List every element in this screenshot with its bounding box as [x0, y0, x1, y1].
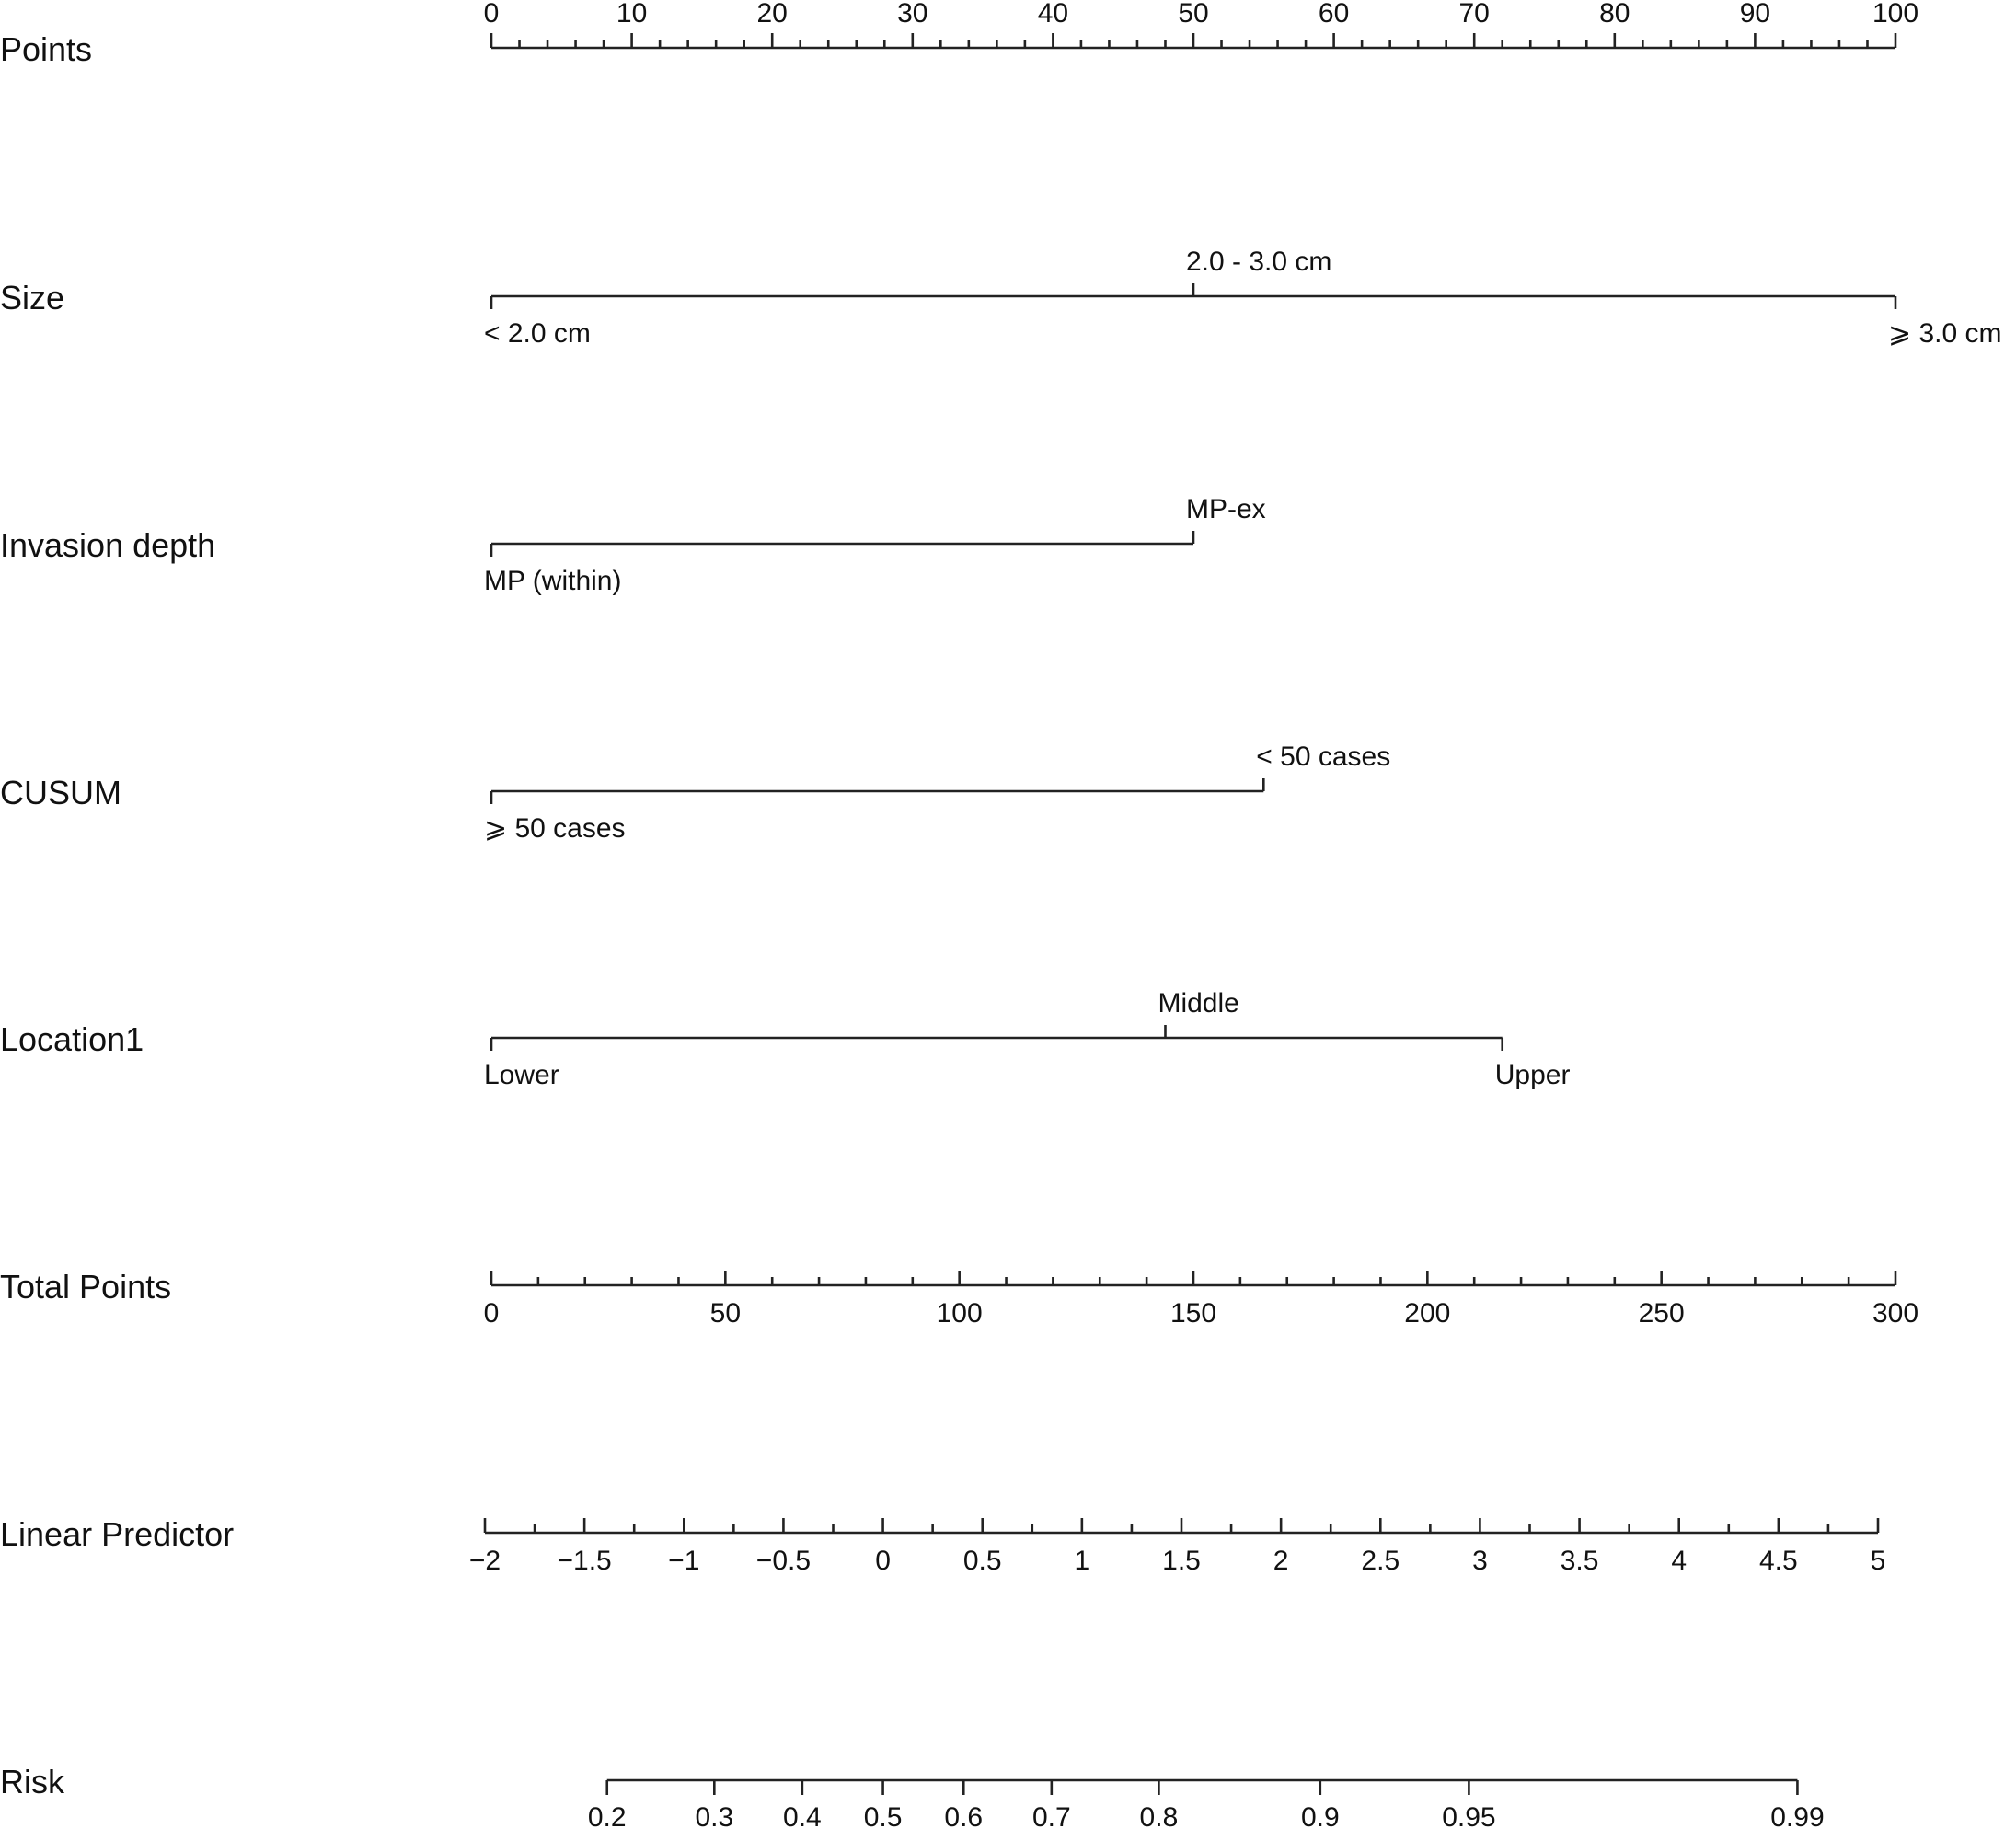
tick-label-6-5: 0.5 — [962, 1546, 1002, 1576]
row-label-0: Points — [0, 30, 93, 68]
category-label-2-1: MP-ex — [1186, 494, 1266, 524]
category-label-2-0: MP (within) — [484, 566, 622, 596]
risk-tick-label-7: 0.9 — [1300, 1802, 1340, 1829]
tick-label-5-5: 250 — [1638, 1298, 1685, 1329]
category-label-1-0: < 2.0 cm — [484, 318, 591, 349]
category-label-4-0: Lower — [484, 1060, 559, 1090]
row-label-1: Size — [0, 279, 65, 316]
category-label-4-1: Middle — [1158, 988, 1239, 1018]
row-label-4: Location1 — [0, 1020, 144, 1058]
tick-label-6-11: 3.5 — [1560, 1546, 1599, 1576]
risk-tick-label-3: 0.5 — [863, 1802, 903, 1829]
tick-label-0-7: 70 — [1458, 0, 1490, 29]
category-label-1-1: 2.0 - 3.0 cm — [1186, 247, 1332, 277]
row-label-2: Invasion depth — [0, 526, 216, 564]
tick-label-5-6: 300 — [1872, 1298, 1919, 1329]
tick-label-0-8: 80 — [1599, 0, 1630, 29]
row-label-6: Linear Predictor — [0, 1515, 235, 1553]
tick-label-0-4: 40 — [1037, 0, 1069, 29]
risk-tick-label-1: 0.3 — [695, 1802, 734, 1829]
tick-label-6-7: 1.5 — [1162, 1546, 1201, 1576]
tick-label-0-3: 30 — [897, 0, 928, 29]
risk-tick-label-2: 0.4 — [783, 1802, 822, 1829]
tick-label-6-12: 4 — [1671, 1546, 1688, 1576]
tick-label-6-2: −1 — [668, 1546, 700, 1576]
tick-label-0-10: 100 — [1872, 0, 1919, 29]
category-label-3-1: < 50 cases — [1256, 742, 1391, 772]
tick-label-6-4: 0 — [875, 1546, 891, 1576]
tick-label-0-6: 60 — [1318, 0, 1350, 29]
risk-tick-label-8: 0.95 — [1442, 1802, 1496, 1829]
tick-label-5-3: 150 — [1169, 1298, 1217, 1329]
risk-tick-label-6: 0.8 — [1139, 1802, 1179, 1829]
risk-tick-label-4: 0.6 — [944, 1802, 984, 1829]
row-label-3: CUSUM — [0, 774, 121, 811]
tick-label-6-14: 5 — [1870, 1546, 1886, 1576]
tick-label-6-1: −1.5 — [557, 1546, 612, 1576]
category-label-4-2: Upper — [1494, 1060, 1571, 1090]
category-label-3-0: ⩾ 50 cases — [484, 813, 626, 844]
tick-label-0-0: 0 — [483, 0, 500, 29]
tick-label-5-0: 0 — [483, 1298, 500, 1329]
risk-tick-label-5: 0.7 — [1031, 1802, 1071, 1829]
tick-label-6-9: 2.5 — [1361, 1546, 1400, 1576]
category-label-1-2: ⩾ 3.0 cm — [1888, 318, 2002, 349]
tick-label-6-3: −0.5 — [755, 1546, 812, 1576]
tick-label-0-2: 20 — [756, 0, 788, 29]
risk-tick-label-9: 0.99 — [1770, 1802, 1825, 1829]
tick-label-0-1: 10 — [616, 0, 648, 29]
tick-label-6-0: −2 — [468, 1546, 501, 1576]
tick-label-6-6: 1 — [1074, 1546, 1090, 1576]
row-label-5: Total Points — [0, 1268, 172, 1306]
tick-label-0-5: 50 — [1178, 0, 1209, 29]
tick-label-5-4: 200 — [1404, 1298, 1451, 1329]
tick-label-6-8: 2 — [1273, 1546, 1289, 1576]
row-label-7: Risk — [0, 1763, 64, 1800]
tick-label-6-10: 3 — [1472, 1546, 1488, 1576]
tick-label-5-2: 100 — [936, 1298, 983, 1329]
tick-label-5-1: 50 — [709, 1298, 742, 1329]
tick-label-0-9: 90 — [1739, 0, 1771, 29]
risk-tick-label-0: 0.2 — [587, 1802, 627, 1829]
tick-label-6-13: 4.5 — [1758, 1546, 1798, 1576]
